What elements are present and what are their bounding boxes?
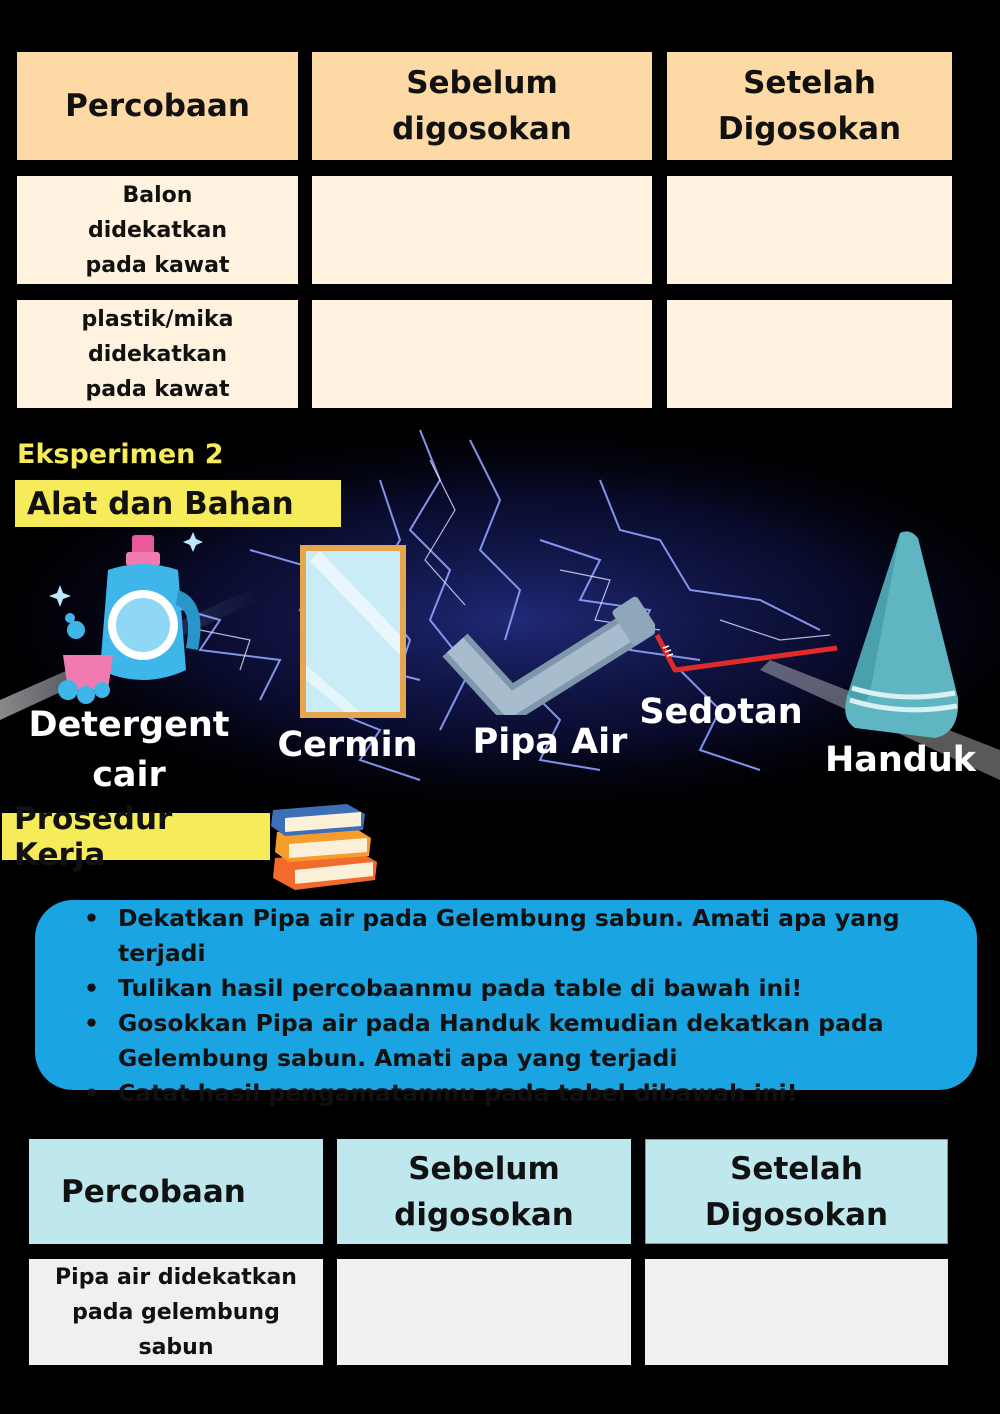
table1-header-setelah — [667, 52, 952, 160]
table1-row2-label — [17, 300, 298, 408]
table2-header-sebelum-text: Sebelum digosokan — [394, 1150, 574, 1233]
procedure-step: • Dekatkan Pipa air pada Gelembung sabun. Amati apa yang terjadi — [80, 901, 957, 971]
table1-header-sebelum — [312, 52, 652, 160]
table1-row1-label-text: Balon didekatkan pada kawat — [85, 182, 230, 278]
procedure-heading: Prosedur Kerja — [2, 813, 270, 860]
table1-header-percobaan-text: Percobaan — [65, 88, 250, 124]
table1-row2-after-cell[interactable] — [667, 300, 952, 408]
water-pipe-icon — [440, 595, 655, 715]
procedure-step: • Gosokkan Pipa air pada Handuk kemudian dekatkan pada Gelembung sabun. Amati apa yang terjadi — [80, 1006, 957, 1076]
table2-header-percobaan-text: Percobaan — [61, 1173, 246, 1210]
item-label-mirror: Cermin — [277, 725, 418, 765]
tools-heading: Alat dan Bahan — [15, 480, 341, 527]
table1-row1-after-cell[interactable] — [667, 176, 952, 284]
table2-row1-before-cell[interactable] — [337, 1259, 631, 1365]
procedure-step: • Catat hasil pengamatanmu pada tabel dibawah ini! — [80, 1076, 957, 1111]
item-label-towel: Handuk — [824, 740, 977, 780]
detergent-bottle-icon — [48, 530, 218, 710]
item-label-straw: Sedotan — [639, 692, 803, 732]
table2-row1-label — [29, 1259, 323, 1365]
table2-header-setelah — [645, 1139, 948, 1244]
procedure-box — [35, 900, 977, 1107]
table1-row2-before-cell[interactable] — [312, 300, 652, 408]
table2-row1-label-text: Pipa air didekatkan pada gelembung sabun — [55, 1264, 297, 1360]
mirror-icon — [300, 545, 406, 718]
table2-header-setelah-text: Setelah Digosokan — [704, 1150, 889, 1233]
item-label-pipe: Pipa Air — [472, 722, 628, 762]
table1-header-percobaan — [17, 52, 298, 160]
experiment-title: Eksperimen 2 — [17, 439, 224, 470]
table1-header-sebelum-text: Sebelum digosokan — [392, 65, 572, 147]
table2-header-sebelum — [337, 1139, 631, 1244]
procedure-step: • Tulikan hasil percobaanmu pada table di bawah ini! — [80, 971, 957, 1006]
table1-row1-label — [17, 176, 298, 284]
procedure-steps-list — [80, 900, 957, 1111]
books-icon — [265, 800, 380, 895]
table2-header-percobaan — [29, 1139, 323, 1244]
towel-icon — [840, 528, 965, 743]
table2-row1-after-cell[interactable] — [645, 1259, 948, 1365]
table1-header-setelah-text: Setelah Digosokan — [717, 65, 902, 147]
straw-icon — [655, 630, 840, 680]
item-label-detergent: Detergent cair — [28, 705, 230, 795]
table1-row2-label-text: plastik/mika didekatkan pada kawat — [81, 306, 234, 402]
table1-row1-before-cell[interactable] — [312, 176, 652, 284]
